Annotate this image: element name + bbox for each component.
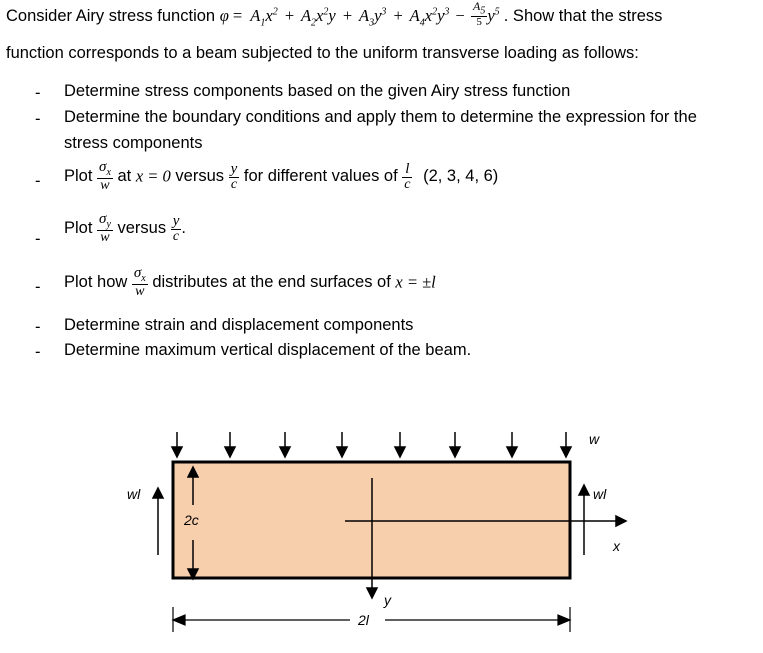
load-arrow <box>395 432 405 457</box>
bullet-dash-3: - <box>35 172 41 190</box>
bullet-6: Determine strain and displacement components <box>64 316 414 334</box>
load-arrow <box>450 432 460 457</box>
bullet-dash-7: - <box>35 343 41 361</box>
bullet-2-line1: Determine the boundary conditions and apply them to determine the expression for the <box>64 108 697 126</box>
load-arrow <box>337 432 347 457</box>
bullet-1: Determine stress components based on the given Airy stress function <box>64 82 571 100</box>
bullet-dash-5: - <box>35 278 41 296</box>
load-arrow <box>561 432 571 457</box>
distributed-load-arrows <box>172 432 571 457</box>
bullet-4: Plot $\frac{\sigma_y}{w}$ versus $\frac{y}{c}$ . <box>64 211 186 245</box>
bullet-dash-4: - <box>35 230 41 248</box>
load-arrow <box>280 432 290 457</box>
bullet-3: Plot $\frac{\sigma_x}{w}$ at x = 0 versus $\frac{y}{c}$ for different values of $\frac{l}{c}$ (2, 3, 4, 6) <box>64 159 499 193</box>
load-arrow <box>172 432 182 457</box>
airy-function: $\varphi = A_1x^2 + A_2x^2y + A_3y^3 + A_4x^2y^3$ − $\frac{A_5}{5}$ $y^5$ <box>219 0 500 29</box>
bullet-2-line2: stress components <box>64 134 203 152</box>
load-label: w <box>589 431 600 447</box>
right-shear-arrow <box>579 485 589 555</box>
intro-tail: . Show that the stress <box>503 7 663 25</box>
right-shear-label: wl <box>593 486 607 502</box>
bullet-7: Determine maximum vertical displacement of the beam. <box>64 341 472 359</box>
problem-statement-line2: function corresponds to a beam subjected to the uniform transverse loading as follows: <box>6 44 639 62</box>
bullet-dash-2: - <box>35 110 41 128</box>
height-label: 2c <box>184 512 199 528</box>
length-dimension <box>173 607 570 632</box>
left-shear-label: wl <box>127 486 141 502</box>
y-axis-label: y <box>384 592 391 608</box>
load-arrow <box>225 432 235 457</box>
bullet-5: Plot how $\frac{\sigma_x}{w}$ distributes at the end surfaces of x = ±l <box>64 265 436 299</box>
length-label: 2l <box>358 612 369 628</box>
x-axis-label: x <box>613 538 620 554</box>
left-shear-arrow <box>153 488 163 555</box>
load-arrow <box>507 432 517 457</box>
bullet-dash-1: - <box>35 84 41 102</box>
intro-lead: Consider Airy stress function <box>6 7 216 25</box>
bullet-dash-6: - <box>35 318 41 336</box>
